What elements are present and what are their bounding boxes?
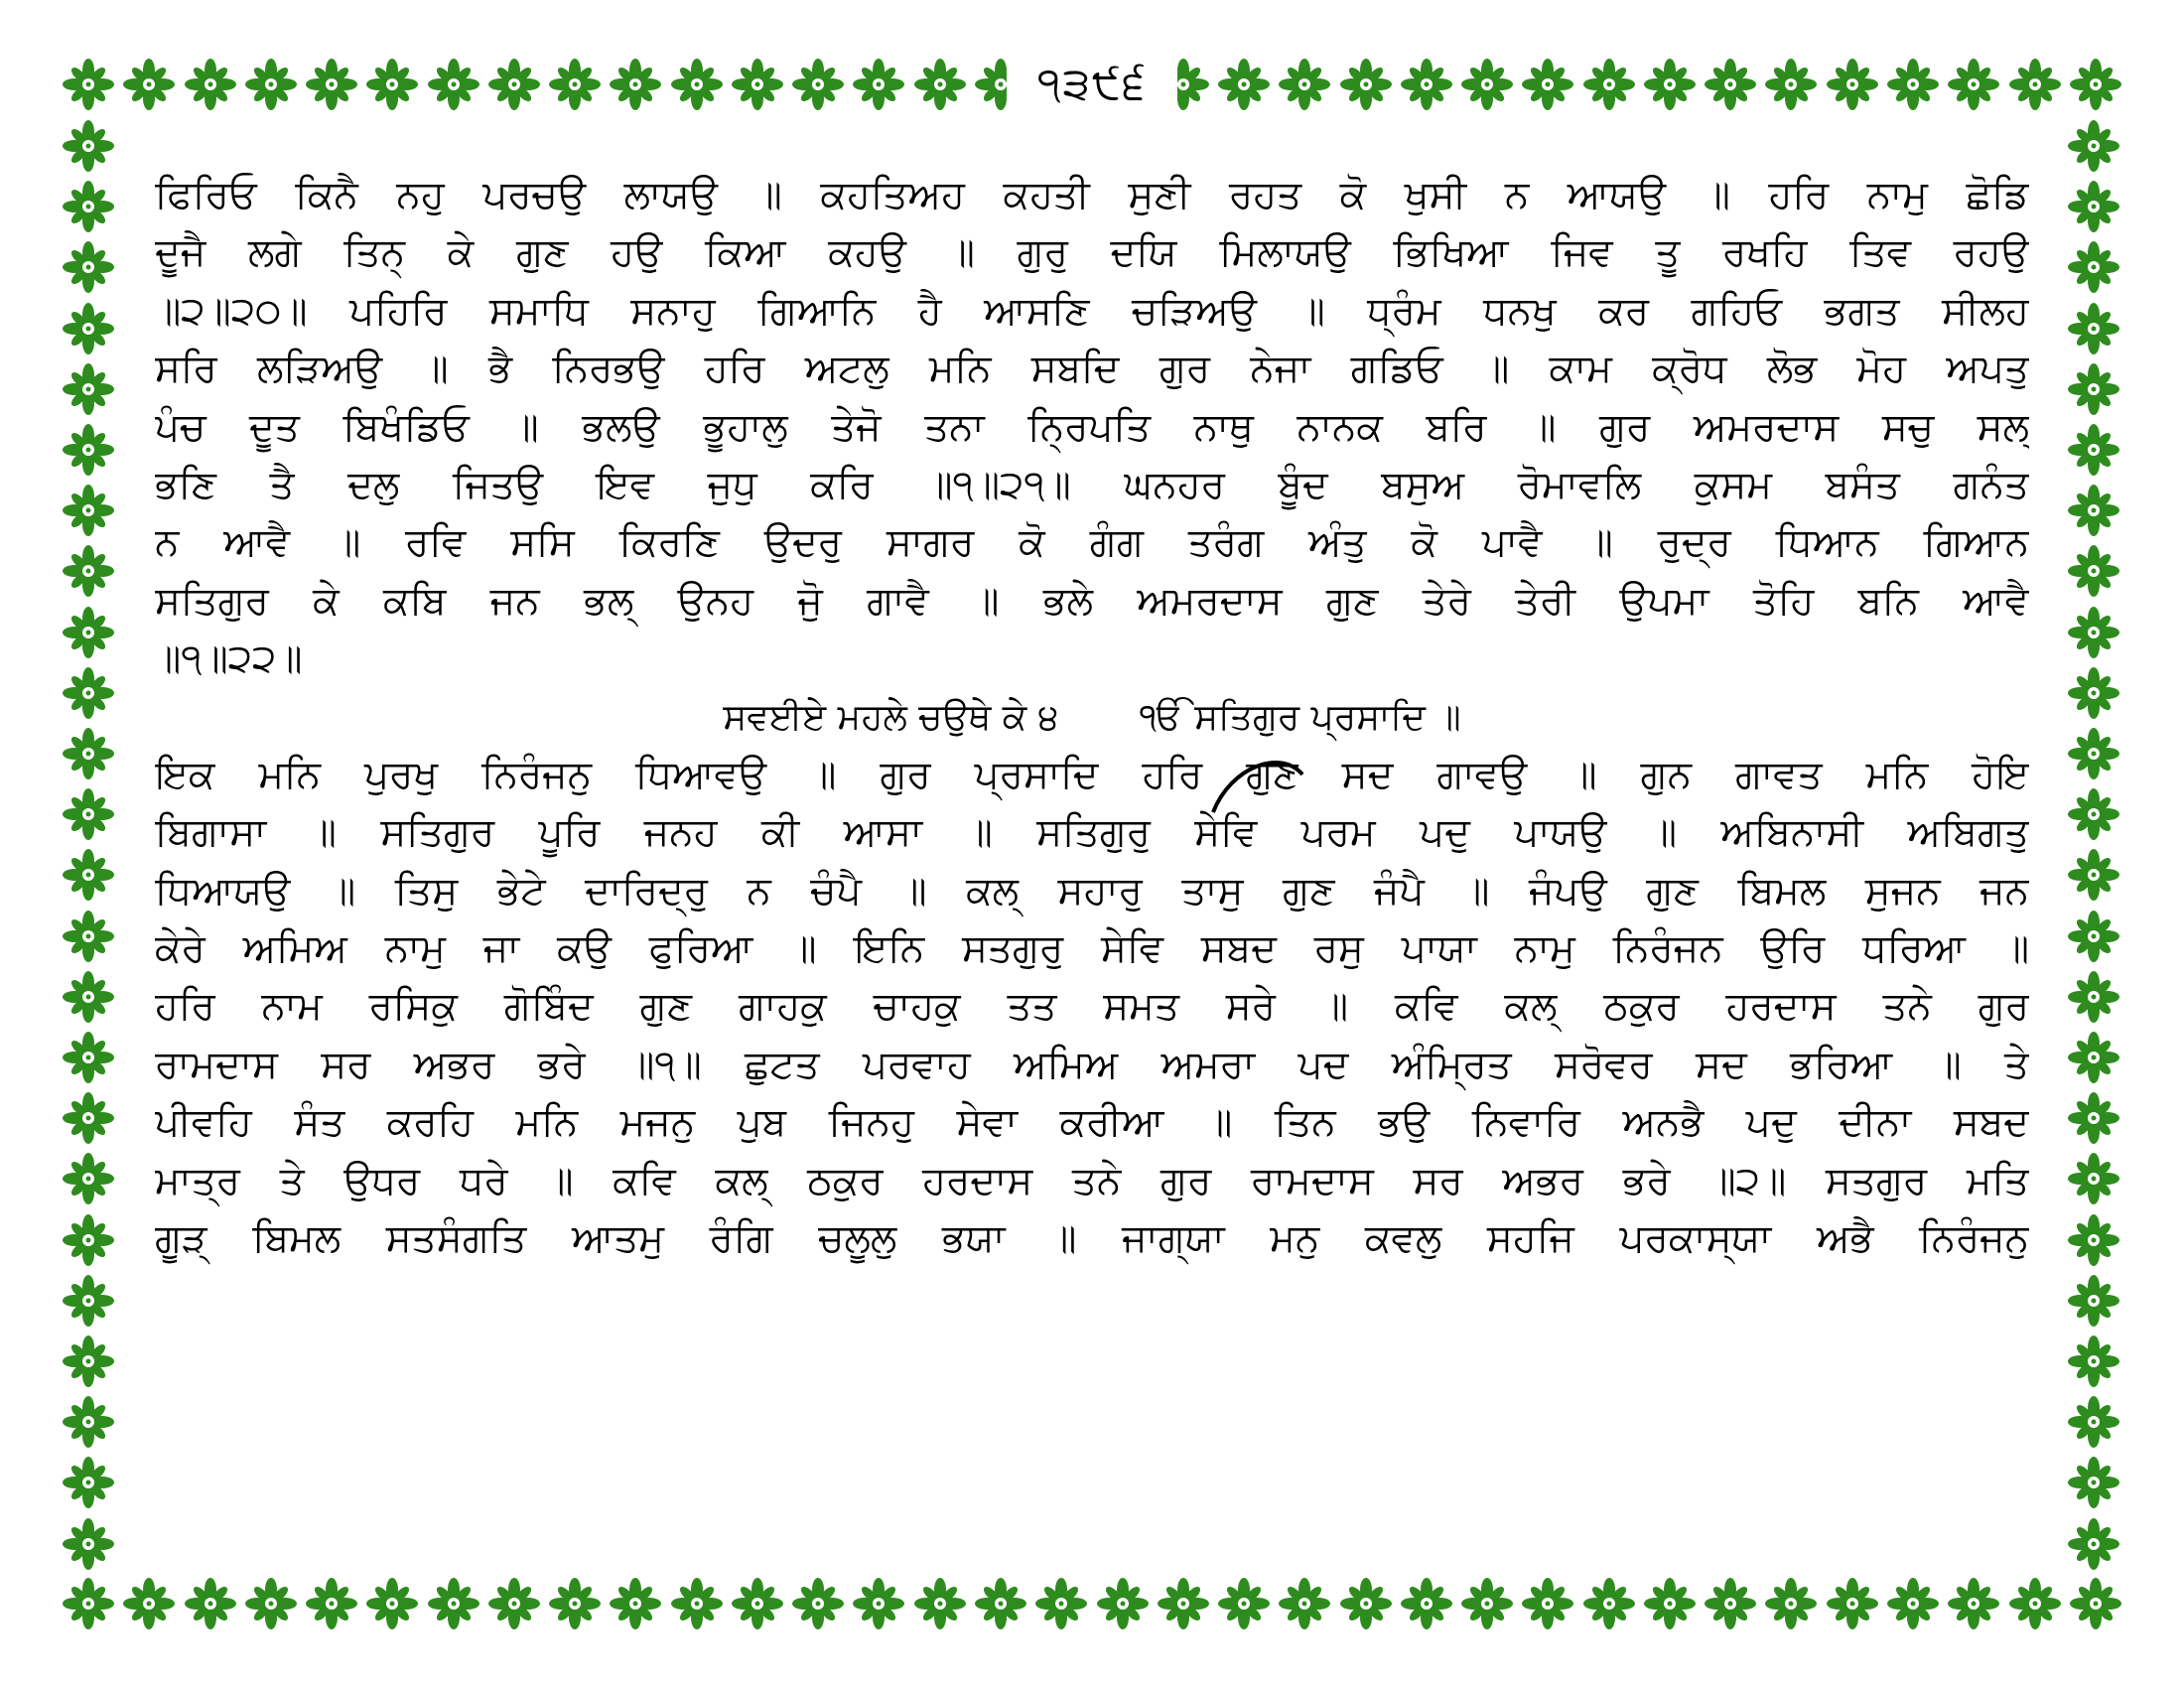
flower-icon [1704, 1577, 1757, 1630]
flower-icon [1521, 58, 1574, 111]
flower-icon [62, 484, 115, 537]
flower-icon [1278, 1577, 1331, 1630]
flower-icon [62, 1456, 115, 1509]
flower-icon [2067, 1152, 2120, 1205]
flower-icon [62, 1577, 115, 1630]
flower-icon [2067, 1395, 2120, 1449]
border-right [2067, 119, 2122, 1571]
flower-icon [62, 848, 115, 902]
flower-icon [2008, 1577, 2062, 1630]
flower-icon [1886, 1577, 1940, 1630]
flower-icon [62, 362, 115, 416]
flower-icon [852, 1577, 905, 1630]
heading-invocation: ੴ ਸਤਿਗੁਰ ਪ੍ਰਸਾਦਿ ॥ [1139, 696, 1461, 738]
flower-icon [2069, 58, 2122, 111]
flower-icon [62, 1274, 115, 1328]
flower-icon [427, 58, 480, 111]
flower-icon [2067, 119, 2120, 173]
flower-icon [2067, 544, 2120, 598]
flower-icon [62, 606, 115, 659]
text-line: ਬਿਗਾਸਾ ॥ ਸਤਿਗੁਰ ਪੂਰਿ ਜਨਹ ਕੀ ਆਸਾ ॥ ਸਤਿਗੁਰੁ ਸੇਵਿ ਪਰਮ ਪਦੁ ਪਾਯਉ ॥ ਅਬਿਨਾਸੀ ਅਬਿਗਤੁ [155, 810, 2029, 856]
flower-icon [122, 58, 176, 111]
text-line: ਧਿਆਯਉ ॥ ਤਿਸੁ ਭੇਟੇ ਦਾਰਿਦ੍ਰੁ ਨ ਚੰਪੈ ॥ ਕਲ੍ ਸਹਾਰੁ ਤਾਸੁ ਗੁਣ ਜੰਪੈ ॥ ਜੰਪਉ ਗੁਣ ਬਿਮਲ ਸੁਜਨ ਜਨ [155, 868, 2029, 914]
flower-icon [62, 910, 115, 963]
flower-icon [2067, 362, 2120, 416]
flower-icon [62, 180, 115, 233]
text-line: ਰਾਮਦਾਸ ਸਰ ਅਭਰ ਭਰੇ ॥੧॥ ਛੁਟਤ ਪਰਵਾਹ ਅਮਿਅ ਅਮਰਾ ਪਦ ਅੰਮ੍ਰਿਤ ਸਰੋਵਰ ਸਦ ਭਰਿਆ ॥ ਤੇ [155, 1042, 2029, 1087]
border-left [62, 119, 117, 1571]
flower-icon [62, 727, 115, 780]
section-heading [155, 689, 2029, 747]
flower-icon [1947, 58, 2000, 111]
flower-icon [62, 666, 115, 720]
flower-icon [62, 544, 115, 598]
flower-icon [2067, 180, 2120, 233]
flower-icon [1643, 1577, 1697, 1630]
flower-icon [487, 1577, 541, 1630]
text-line: ਸਰਿ ਲੜਿਅਉ ॥ ਭੈ ਨਿਰਭਉ ਹਰਿ ਅਟਲੁ ਮਨਿ ਸਬਦਿ ਗੁਰ ਨੇਜਾ ਗਡਿਓ ॥ ਕਾਮ ਕ੍ਰੋਧ ਲੋਭ ਮੋਹ ਅਪਤੁ [155, 347, 2029, 392]
flower-icon [2067, 666, 2120, 720]
flower-icon [2067, 1091, 2120, 1145]
flower-icon [184, 1577, 237, 1630]
flower-icon [791, 1577, 845, 1630]
flower-icon [2067, 302, 2120, 355]
flower-icon [62, 1395, 115, 1449]
flower-icon [852, 58, 905, 111]
flower-icon [670, 1577, 724, 1630]
verse-block-before [155, 167, 2029, 689]
flower-icon [1582, 58, 1636, 111]
text-line: ਪੀਵਹਿ ਸੰਤ ਕਰਹਿ ਮਨਿ ਮਜਨੁ ਪੁਬ ਜਿਨਹੁ ਸੇਵਾ ਕਰੀਆ ॥ ਤਿਨ ਭਉ ਨਿਵਾਰਿ ਅਨਭੈ ਪਦੁ ਦੀਨਾ ਸਬਦ [155, 1100, 2029, 1146]
flower-icon [62, 58, 115, 111]
flower-icon [548, 1577, 602, 1630]
text-line: ਭਣਿ ਤੈ ਦਲੁ ਜਿਤਉ ਇਵ ਜੁਧੁ ਕਰਿ ॥੧॥੨੧॥ ਘਨਹਰ ਬੂੰਦ ਬਸੁਅ ਰੋਮਾਵਲਿ ਕੁਸਮ ਬਸੰਤ ਗਨੰਤ [155, 462, 2029, 507]
flower-icon [974, 1577, 1027, 1630]
text-line: ਹਰਿ ਨਾਮ ਰਸਿਕੁ ਗੋਬਿੰਦ ਗੁਣ ਗਾਹਕੁ ਚਾਹਕੁ ਤਤ ਸਮਤ ਸਰੇ ॥ ਕਵਿ ਕਲ੍ ਠਕੁਰ ਹਰਦਾਸ ਤਨੇ ਗੁਰ [155, 984, 2029, 1030]
text-line: ॥੧॥੨੨॥ [155, 636, 303, 682]
text-line: ਪੰਚ ਦੂਤ ਬਿਖੰਡਿਓ ॥ ਭਲਉ ਭੂਹਾਲੁ ਤੇਜੋ ਤਨਾ ਨ੍ਰਿਪਤਿ ਨਾਥੁ ਨਾਨਕ ਬਰਿ ॥ ਗੁਰ ਅਮਰਦਾਸ ਸਚੁ ਸਲ੍ [155, 404, 2029, 450]
flower-icon [2067, 606, 2120, 659]
flower-icon [244, 1577, 298, 1630]
flower-icon [1764, 58, 1818, 111]
flower-icon [1764, 1577, 1818, 1630]
flower-icon [2067, 910, 2120, 963]
flower-icon [1278, 58, 1331, 111]
flower-icon [731, 1577, 784, 1630]
text-line: ਇਕ ਮਨਿ ਪੁਰਖੁ ਨਿਰੰਜਨੁ ਧਿਆਵਉ ॥ ਗੁਰ ਪ੍ਰਸਾਦਿ ਹਰਿ ਗੁਣ ਸਦ ਗਾਵਉ ॥ ਗੁਨ ਗਾਵਤ ਮਨਿ ਹੋਇ [155, 752, 2029, 797]
flower-icon [2067, 1213, 2120, 1267]
flower-icon [62, 119, 115, 173]
flower-icon [2067, 1031, 2120, 1084]
flower-icon [1460, 1577, 1514, 1630]
flower-icon [2067, 423, 2120, 477]
flower-icon [62, 240, 115, 294]
flower-icon [184, 58, 237, 111]
flower-icon [913, 58, 967, 111]
flower-icon [609, 1577, 662, 1630]
flower-icon [1826, 58, 1879, 111]
flower-icon [2067, 848, 2120, 902]
flower-icon [1643, 58, 1697, 111]
flower-icon [2067, 484, 2120, 537]
flower-icon [1217, 58, 1271, 111]
flower-icon [2067, 1274, 2120, 1328]
flower-icon [1582, 1577, 1636, 1630]
flower-icon [62, 1517, 115, 1571]
flower-icon [244, 58, 298, 111]
flower-icon [731, 58, 784, 111]
flower-icon [1034, 1577, 1088, 1630]
flower-icon [913, 1577, 967, 1630]
flower-icon [1826, 1577, 1879, 1630]
flower-icon [1339, 58, 1393, 111]
flower-icon [62, 970, 115, 1024]
flower-icon [1947, 1577, 2000, 1630]
flower-icon [2067, 970, 2120, 1024]
flower-icon [2067, 787, 2120, 841]
flower-icon [1460, 58, 1514, 111]
text-line: ॥੨॥੨੦॥ ਪਹਿਰਿ ਸਮਾਧਿ ਸਨਾਹੁ ਗਿਆਨਿ ਹੈ ਆਸਣਿ ਚੜਿਅਉ ॥ ਧ੍ਰੰਮ ਧਨਖੁ ਕਰ ਗਹਿਓ ਭਗਤ ਸੀਲਹ [155, 288, 2029, 334]
flower-icon [487, 58, 541, 111]
flower-icon [365, 58, 419, 111]
flower-icon [62, 302, 115, 355]
flower-icon [365, 1577, 419, 1630]
flower-icon [1400, 1577, 1453, 1630]
flower-icon [2067, 1517, 2120, 1571]
flower-icon [1096, 1577, 1150, 1630]
flower-icon [791, 58, 845, 111]
flower-icon [2008, 58, 2062, 111]
flower-icon [1339, 1577, 1393, 1630]
flower-icon [62, 1152, 115, 1205]
text-line: ਕੇਰੇ ਅਮਿਅ ਨਾਮੁ ਜਾ ਕਉ ਫੁਰਿਆ ॥ ਇਨਿ ਸਤਗੁਰੁ ਸੇਵਿ ਸਬਦ ਰਸੁ ਪਾਯਾ ਨਾਮੁ ਨਿਰੰਜਨ ਉਰਿ ਧਰਿਆ ॥ [155, 926, 2029, 972]
flower-icon [1157, 1577, 1210, 1630]
text-line: ਨ ਆਵੈ ॥ ਰਵਿ ਸਸਿ ਕਿਰਣਿ ਉਦਰੁ ਸਾਗਰ ਕੋ ਗੰਗ ਤਰੰਗ ਅੰਤੁ ਕੋ ਪਾਵੈ ॥ ਰੁਦ੍ਰ ਧਿਆਨ ਗਿਆਨ [155, 520, 2029, 566]
page-number: ੧੩੯੬ [1007, 52, 1177, 117]
flower-icon [62, 1091, 115, 1145]
flower-icon [2067, 727, 2120, 780]
text-line: ਸਤਿਗੁਰ ਕੇ ਕਬਿ ਜਨ ਭਲ੍ ਉਨਹ ਜੁੋ ਗਾਵੈ ॥ ਭਲੇ ਅਮਰਦਾਸ ਗੁਣ ਤੇਰੇ ਤੇਰੀ ਉਪਮਾ ਤੋਹਿ ਬਨਿ ਆਵੈ [155, 578, 2029, 624]
flower-icon [62, 787, 115, 841]
heading-title: ਸਵਈਏ ਮਹਲੇ ਚਉਥੇ ਕੇ ੪ [723, 696, 1059, 738]
flower-icon [427, 1577, 480, 1630]
verse-block-after [155, 747, 2029, 1269]
scripture-text [155, 167, 2029, 1268]
flower-icon [305, 1577, 358, 1630]
flower-icon [1886, 58, 1940, 111]
flower-icon [305, 58, 358, 111]
text-line: ਫਿਰਿਓ ਕਿਨੈ ਨਹੁ ਪਰਚਉ ਲਾਯਉ ॥ ਕਹਤਿਅਹ ਕਹਤੀ ਸੁਣੀ ਰਹਤ ਕੋ ਖੁਸੀ ਨ ਆਯਉ ॥ ਹਰਿ ਨਾਮੁ ਛੋਡਿ [155, 173, 2029, 217]
flower-icon [62, 1213, 115, 1267]
flower-icon [1217, 1577, 1271, 1630]
flower-icon [62, 1031, 115, 1084]
flower-icon [2067, 240, 2120, 294]
flower-icon [548, 58, 602, 111]
border-bottom [62, 1577, 2122, 1632]
flower-icon [62, 1335, 115, 1388]
text-line: ਗੂੜ੍ ਬਿਮਲ ਸਤਸੰਗਤਿ ਆਤਮੁ ਰੰਗਿ ਚਲੂਲੁ ਭਯਾ ॥ ਜਾਗ੍ਯਾ ਮਨੁ ਕਵਲੁ ਸਹਜਿ ਪਰਕਾਸ੍ਯਾ ਅਭੈ ਨਿਰੰਜਨੁ [155, 1216, 2029, 1262]
text-line: ਦੂਜੈ ਲਗੇ ਤਿਨ੍ ਕੇ ਗੁਣ ਹਉ ਕਿਆ ਕਹਉ ॥ ਗੁਰੁ ਦਯਿ ਮਿਲਾਯਉ ਭਿਖਿਆ ਜਿਵ ਤੂ ਰਖਹਿ ਤਿਵ ਰਹਉ [155, 230, 2029, 276]
flower-icon [1400, 58, 1453, 111]
flower-icon [62, 423, 115, 477]
flower-icon [609, 58, 662, 111]
text-line: ਮਾਤ੍ਰ ਤੇ ਉਧਰ ਧਰੇ ॥ ਕਵਿ ਕਲ੍ ਠਕੁਰ ਹਰਦਾਸ ਤਨੇ ਗੁਰ ਰਾਮਦਾਸ ਸਰ ਅਭਰ ਭਰੇ ॥੨॥ ਸਤਗੁਰ ਮਤਿ [155, 1158, 2029, 1203]
flower-icon [2067, 1335, 2120, 1388]
flower-icon [2067, 1456, 2120, 1509]
flower-icon [1521, 1577, 1574, 1630]
flower-icon [122, 1577, 176, 1630]
flower-icon [670, 58, 724, 111]
flower-icon [1704, 58, 1757, 111]
flower-icon [2069, 1577, 2122, 1630]
